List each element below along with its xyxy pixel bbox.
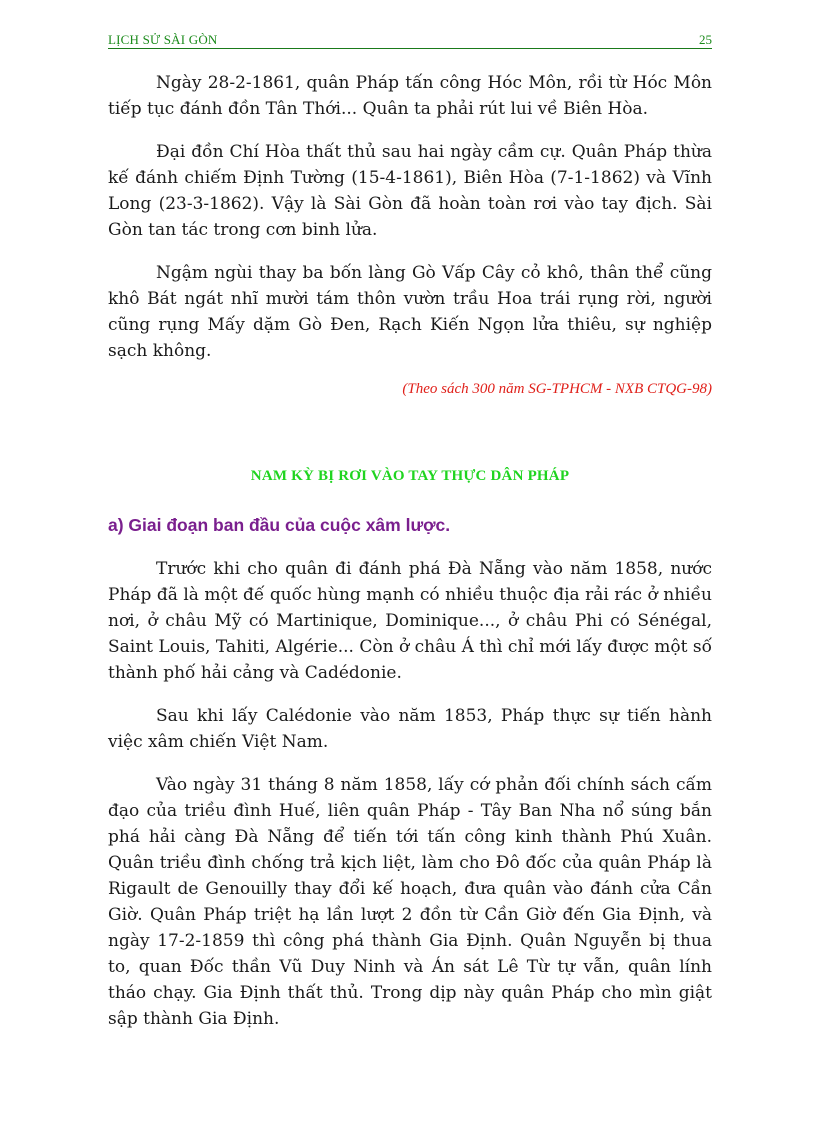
section-title: NAM KỲ BỊ RƠI VÀO TAY THỰC DÂN PHÁP [250,468,570,484]
running-title: LỊCH SỬ SÀI GÒN [108,32,218,47]
subsection-title: a) Giai đoạn ban đầu của cuộc xâm lược. [108,515,451,535]
paragraph: Sau khi lấy Calédonie vào năm 1853, Pháp thực sự tiến hành việc xâm chiến Việt Nam. [108,706,712,752]
poem-paragraph: Ngậm ngùi thay ba bốn làng Gò Vấp Cây cỏ khô, thân thể cũng khô Bát ngát nhĩ mười tám thôn vườn trầu Hoa trái rụng rời, người cũng rụng Mấy dặm Gò Đen, Rạch Kiến Ngọn lửa thiêu, sự nghiệp sạch không. [108,263,712,361]
page-header [108,30,712,49]
paragraph: Trước khi cho quân đi đánh phá Đà Nẵng vào năm 1858, nước Pháp đã là một đế quốc hùng mạnh có nhiều thuộc địa rải rác ở nhiều nơi, ở châu Mỹ có Martinique, Dominique..., ở châu Phi có Sénégal, Saint Louis, Tahiti, Algérie... Còn ở châu Á thì chỉ mới lấy được một số thành phố hải cảng và Cadédonie. [108,559,712,683]
page-number: 25 [699,32,712,47]
paragraph: Đại đồn Chí Hòa thất thủ sau hai ngày cầm cự. Quân Pháp thừa kế đánh chiếm Định Tường (15-4-1861), Biên Hòa (7-1-1862) và Vĩnh Long (23-3-1862). Vậy là Sài Gòn đã hoàn toàn rơi vào tay địch. Sài Gòn tan tác trong cơn binh lửa. [108,142,712,240]
paragraph: Ngày 28-2-1861, quân Pháp tấn công Hóc Môn, rồi từ Hóc Môn tiếp tục đánh đồn Tân Thới... Quân ta phải rút lui về Biên Hòa. [108,73,712,119]
paragraph: Vào ngày 31 tháng 8 năm 1858, lấy cớ phản đối chính sách cấm đạo của triều đình Huế, liên quân Pháp - Tây Ban Nha nổ súng bắn phá hải càng Đà Nẵng để tiến tới tấn công kinh thành Phú Xuân. Quân triều đình chống trả kịch liệt, làm cho Đô đốc của quân Pháp là Rigault de Genouilly thay đổi kế hoạch, đưa quân vào đánh cửa Cần Giờ. Quân Pháp triệt hạ lần lượt 2 đồn từ Cần Giờ đến Gia Định, và ngày 17-2-1859 thì công phá thành Gia Định. Quân Nguyễn bị thua to, quan Đốc thần Vũ Duy Ninh và Án sát Lê Từ tự vẫn, quân lính tháo chạy. Gia Định thất thủ. Trong dịp này quân Pháp cho mìn giật sập thành Gia Định. [108,775,712,1029]
source-citation: (Theo sách 300 năm SG-TPHCM - NXB CTQG-98) [402,381,712,397]
page-body [108,70,712,1049]
